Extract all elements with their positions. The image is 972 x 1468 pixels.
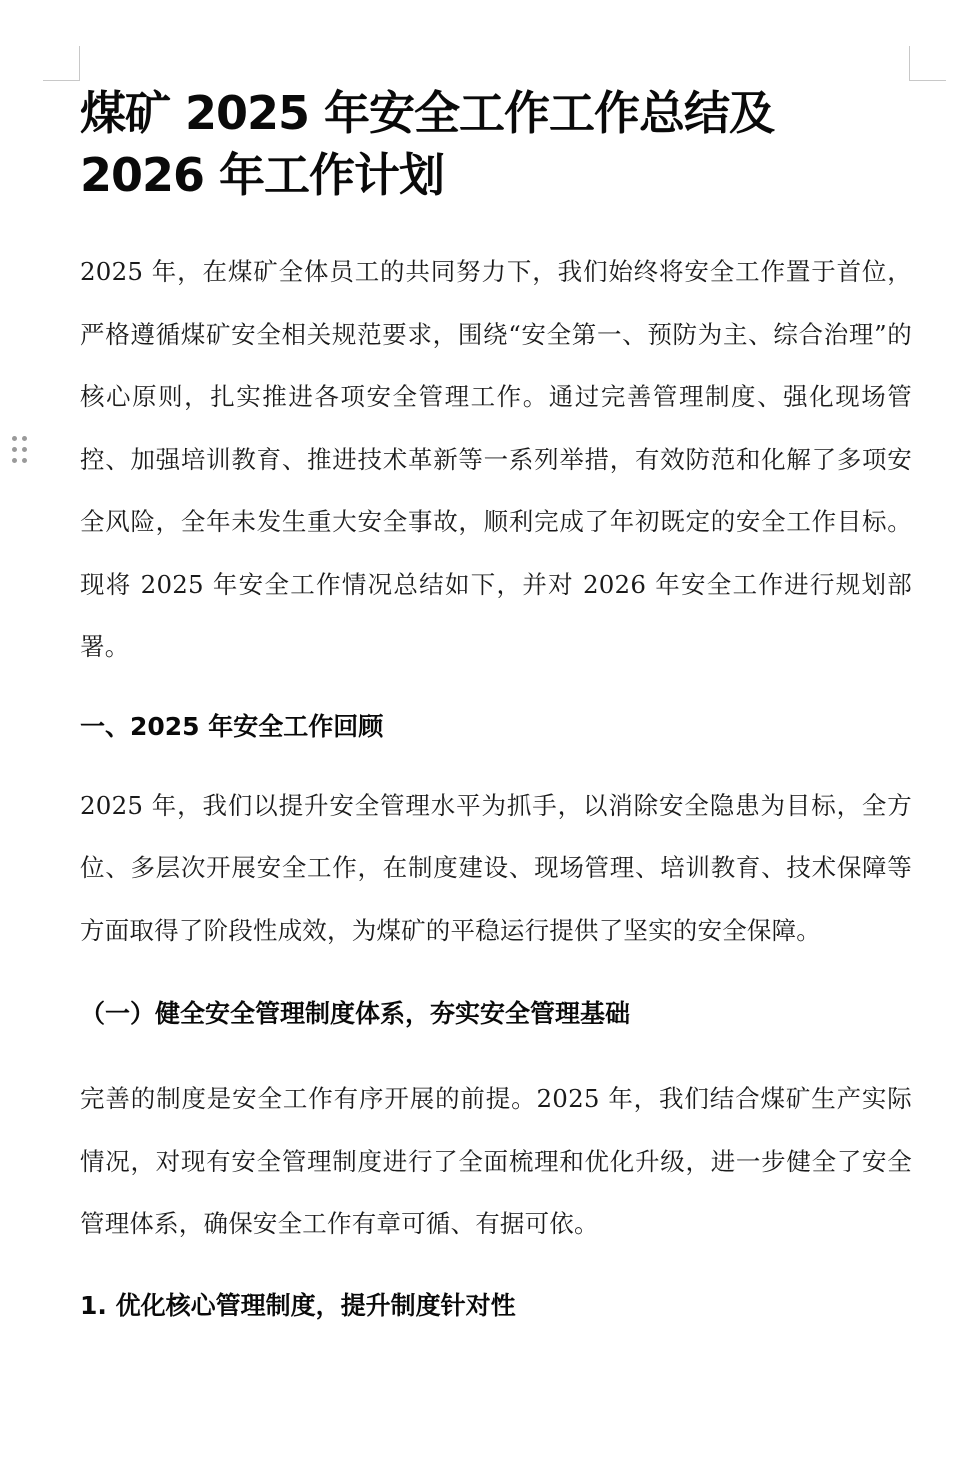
- section-review-paragraph: 2025 年，我们以提升安全管理水平为抓手，以消除安全隐患为目标，全方位、多层次开展安全工作，在制度建设、现场管理、培训教育、技术保障等方面取得了阶段性成效，为煤矿的平稳运行提供了坚实的安全保障。: [80, 790, 912, 945]
- page-corner-mark-top-left: [43, 46, 80, 81]
- drag-handle-icon[interactable]: [10, 436, 30, 466]
- section-heading-review: 一、2025 年安全工作回顾: [80, 711, 384, 741]
- intro-paragraph: 2025 年，在煤矿全体员工的共同努力下，我们始终将安全工作置于首位，严格遵循煤矿安全相关规范要求，围绕“安全第一、预防为主、综合治理”的核心原则，扎实推进各项安全管理工作。通过完善管理制度、强化现场管控、加强培训教育、推进技术革新等一系列举措，有效防范和化解了多项安全风险，全年未发生重大安全事故，顺利完成了年初既定的安全工作目标。现将 2025 年安全工作情况总结如下，并对 2026 年安全工作进行规划部署。: [80, 257, 912, 661]
- subsection-system-paragraph: 完善的制度是安全工作有序开展的前提。2025 年，我们结合煤矿生产实际情况，对现有安全管理制度进行了全面梳理和优化升级，进一步健全了安全管理体系，确保安全工作有章可循、有据可依。: [80, 1084, 912, 1238]
- document-body[interactable]: [80, 82, 912, 1326]
- subsection-heading-system: （一）健全安全管理制度体系，夯实安全管理基础: [80, 999, 631, 1028]
- page-corner-mark-top-right: [909, 46, 946, 81]
- item-heading-optimize: 1. 优化核心管理制度，提升制度针对性: [80, 1290, 516, 1320]
- document-title: 煤矿 2025 年安全工作工作总结及 2026 年工作计划: [80, 86, 775, 202]
